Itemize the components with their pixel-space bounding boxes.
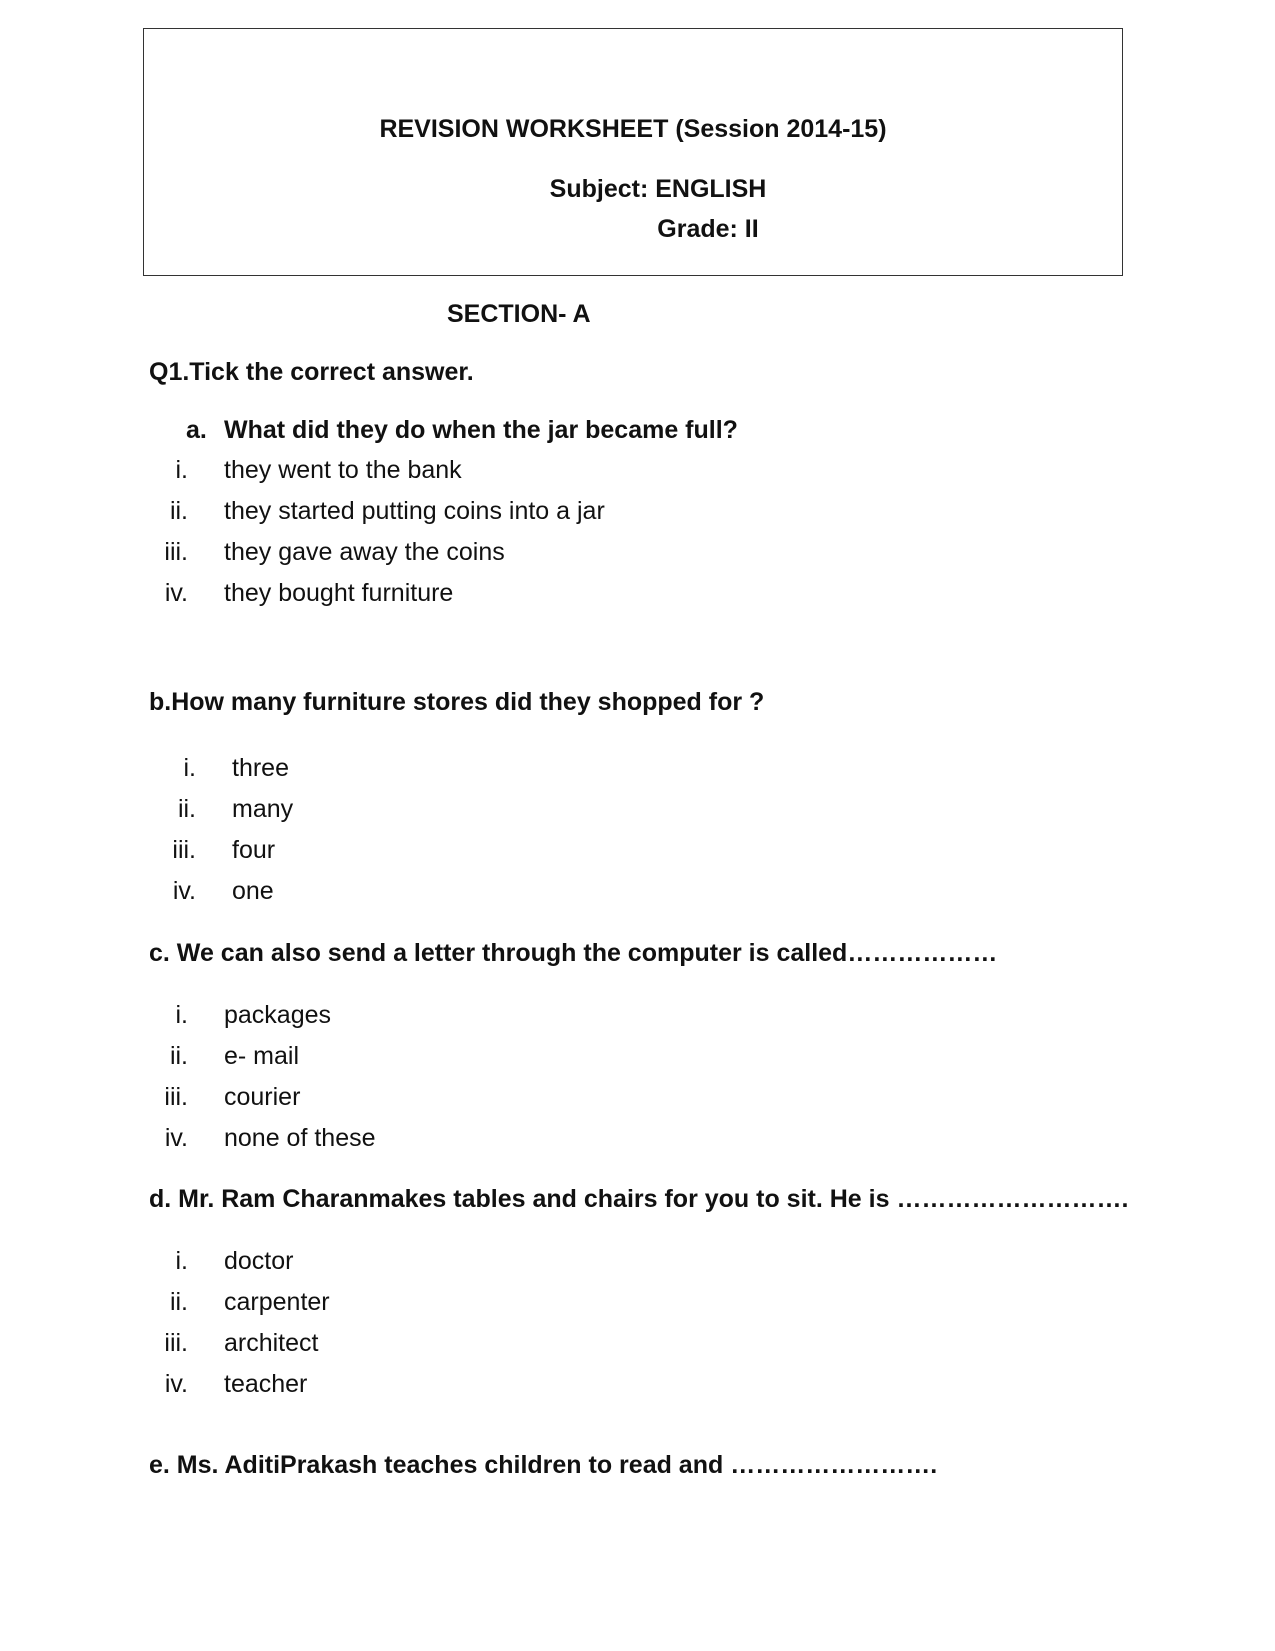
option-number: iv. [172,877,196,905]
q1-instruction: Q1.Tick the correct answer. [149,358,474,386]
option-text: carpenter [224,1288,330,1316]
option-text: teacher [224,1370,308,1398]
section-title: SECTION- A [447,300,591,328]
option-text: three [232,754,289,782]
option-number: iii. [164,1329,188,1357]
option-number: ii. [169,1288,188,1316]
option-text: doctor [224,1247,294,1275]
subject-line: Subject: ENGLISH [549,175,767,203]
question-b-text: b.How many furniture stores did they shopped for ? [149,688,765,716]
option-number: i. [175,456,188,484]
question-e-text: e. Ms. AditiPrakash teaches children to read and ……………………. [149,1451,938,1479]
question-a-label: a. [186,416,207,444]
question-d-text: d. Mr. Ram Charanmakes tables and chairs for you to sit. He is ………………………. [149,1185,1129,1213]
option-number: iv. [164,579,188,607]
option-text: they bought furniture [224,579,454,607]
option-text: none of these [224,1124,376,1152]
option-number: ii. [169,497,188,525]
option-text: architect [224,1329,319,1357]
option-number: i. [183,754,196,782]
option-number: i. [175,1001,188,1029]
option-number: ii. [177,795,196,823]
option-number: iv. [164,1124,188,1152]
option-text: many [232,795,294,823]
option-number: iii. [164,1083,188,1111]
option-text: four [232,836,276,864]
option-text: courier [224,1083,301,1111]
option-text: they went to the bank [224,456,462,484]
option-text: they started putting coins into a jar [224,497,605,525]
grade-line: Grade: II [657,215,759,243]
option-text: one [232,877,274,905]
option-number: i. [175,1247,188,1275]
option-number: iv. [164,1370,188,1398]
option-text: e- mail [224,1042,300,1070]
question-a-text: What did they do when the jar became full? [224,416,738,444]
worksheet-title: REVISION WORKSHEET (Session 2014-15) [379,115,887,143]
question-c-text: c. We can also send a letter through the computer is called……………… [149,939,998,967]
worksheet-header-box [143,28,1123,276]
option-text: packages [224,1001,332,1029]
option-number: ii. [169,1042,188,1070]
option-text: they gave away the coins [224,538,505,566]
option-number: iii. [172,836,196,864]
option-number: iii. [164,538,188,566]
